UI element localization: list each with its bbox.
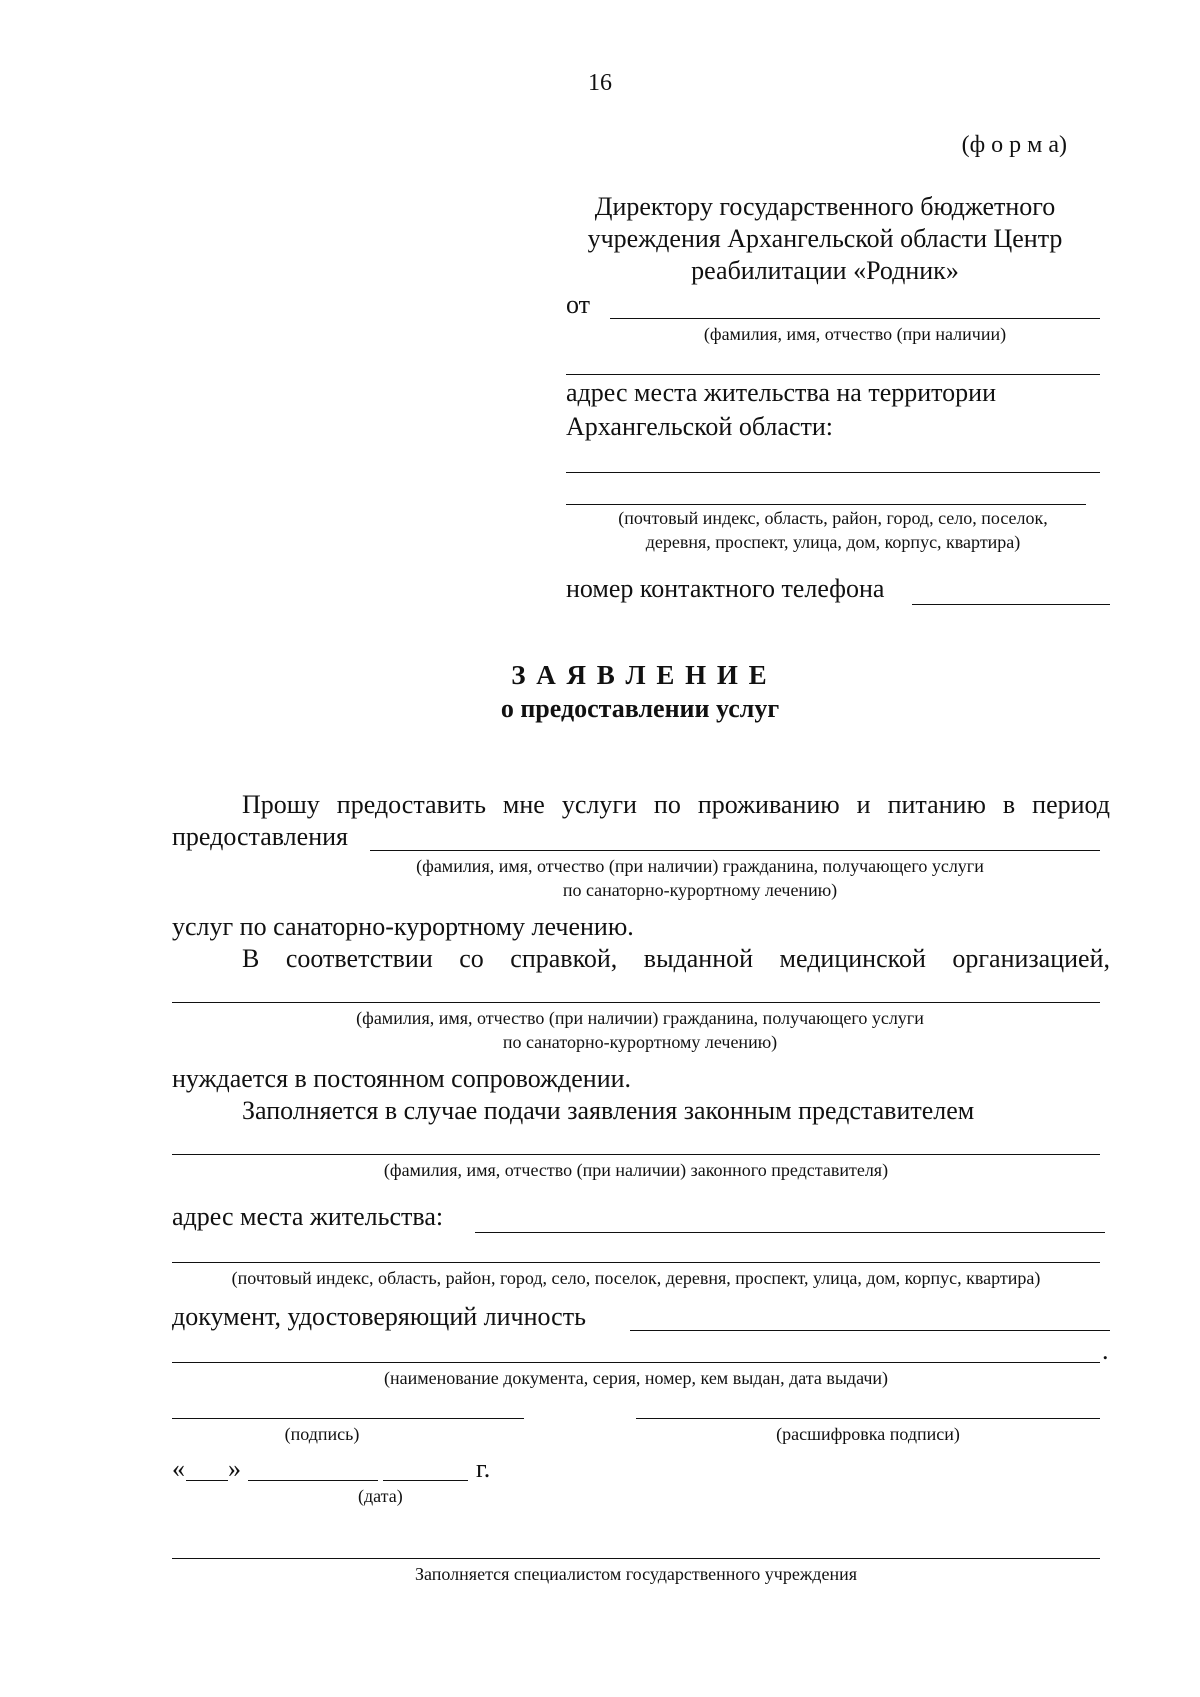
id-doc-field-2[interactable]	[172, 1362, 1100, 1363]
para2-end: нуждается в постоянном сопровождении.	[172, 1064, 632, 1093]
specialist-field[interactable]	[172, 1558, 1100, 1559]
representative-hint: (фамилия, имя, отчество (при наличии) законного представителя)	[383, 1160, 889, 1180]
from-fio-field[interactable]	[610, 318, 1100, 319]
date-close-quote: »	[228, 1454, 241, 1483]
citizen-fio-field[interactable]	[370, 850, 1100, 851]
phone-label: номер контактного телефона	[566, 574, 885, 603]
citizen-hint-2: по санаторно-курортному лечению)	[562, 880, 838, 900]
rep-address-label: адрес места жительства:	[172, 1202, 444, 1231]
id-doc-hint: (наименование документа, серия, номер, кем выдан, дата выдачи)	[383, 1368, 889, 1388]
para1-line2: предоставления	[172, 822, 348, 851]
id-doc-label: документ, удостоверяющий личность	[172, 1302, 586, 1331]
representative-fio-field[interactable]	[172, 1154, 1100, 1155]
signature-hint: (подпись)	[284, 1424, 360, 1444]
medical-org-field[interactable]	[172, 1002, 1100, 1003]
date-year-suffix: г.	[476, 1454, 491, 1483]
address-heading-1: адрес места жительства на территории	[566, 378, 997, 407]
addressee-line-3: реабилитации «Родник»	[691, 256, 959, 285]
from-fio-field-2[interactable]	[566, 374, 1100, 375]
rep-address-hint: (почтовый индекс, область, район, город, село, поселок, деревня, проспект, улица, дом, корпус, квартира)	[231, 1268, 1041, 1288]
id-doc-field-1[interactable]	[630, 1330, 1110, 1331]
document-title: З А Я В Л Е Н И Е	[511, 660, 769, 690]
form-mark: (ф о р м а)	[961, 132, 1067, 158]
date-year-field[interactable]	[383, 1480, 468, 1481]
para1-end: услуг по санаторно-курортному лечению.	[172, 912, 634, 941]
address-field-1[interactable]	[566, 472, 1100, 473]
id-doc-period: .	[1102, 1336, 1109, 1365]
specialist-hint: Заполняется специалистом государственного учреждения	[415, 1564, 857, 1584]
address-field-2[interactable]	[566, 504, 1086, 505]
para2-line1: В соответствии со справкой, выданной медицинской организацией,	[242, 944, 1110, 973]
citizen-hint-3: (фамилия, имя, отчество (при наличии) гражданина, получающего услуги	[356, 1008, 924, 1028]
signature-decode-hint: (расшифровка подписи)	[776, 1424, 960, 1444]
signature-decode-field[interactable]	[636, 1418, 1100, 1419]
from-fio-hint: (фамилия, имя, отчество (при наличии)	[703, 324, 1007, 344]
signature-field[interactable]	[172, 1418, 524, 1419]
address-heading-2: Архангельской области:	[566, 412, 833, 441]
citizen-hint-4: по санаторно-курортному лечению)	[502, 1032, 778, 1052]
address-hint-1: (почтовый индекс, область, район, город, село, поселок,	[618, 508, 1048, 528]
page-number: 16	[588, 70, 612, 96]
citizen-hint-1: (фамилия, имя, отчество (при наличии) гражданина, получающего услуги	[416, 856, 984, 876]
addressee-line-2: учреждения Архангельской области Центр	[587, 224, 1063, 253]
document-subtitle: о предоставлении услуг	[500, 694, 780, 723]
rep-address-field-2[interactable]	[172, 1262, 1100, 1263]
date-open-quote: «	[172, 1454, 185, 1483]
from-label: от	[566, 290, 591, 319]
date-hint: (дата)	[358, 1486, 403, 1506]
address-hint-2: деревня, проспект, улица, дом, корпус, квартира)	[645, 532, 1021, 552]
date-month-field[interactable]	[248, 1480, 378, 1481]
addressee-line-1: Директору государственного бюджетного	[594, 192, 1056, 221]
para3: Заполняется в случае подачи заявления законным представителем	[242, 1096, 975, 1125]
phone-field[interactable]	[912, 604, 1110, 605]
date-day-field[interactable]	[186, 1480, 228, 1481]
rep-address-field-1[interactable]	[475, 1232, 1105, 1233]
para1-line1: Прошу предоставить мне услуги по проживанию и питанию в период	[242, 790, 1110, 819]
